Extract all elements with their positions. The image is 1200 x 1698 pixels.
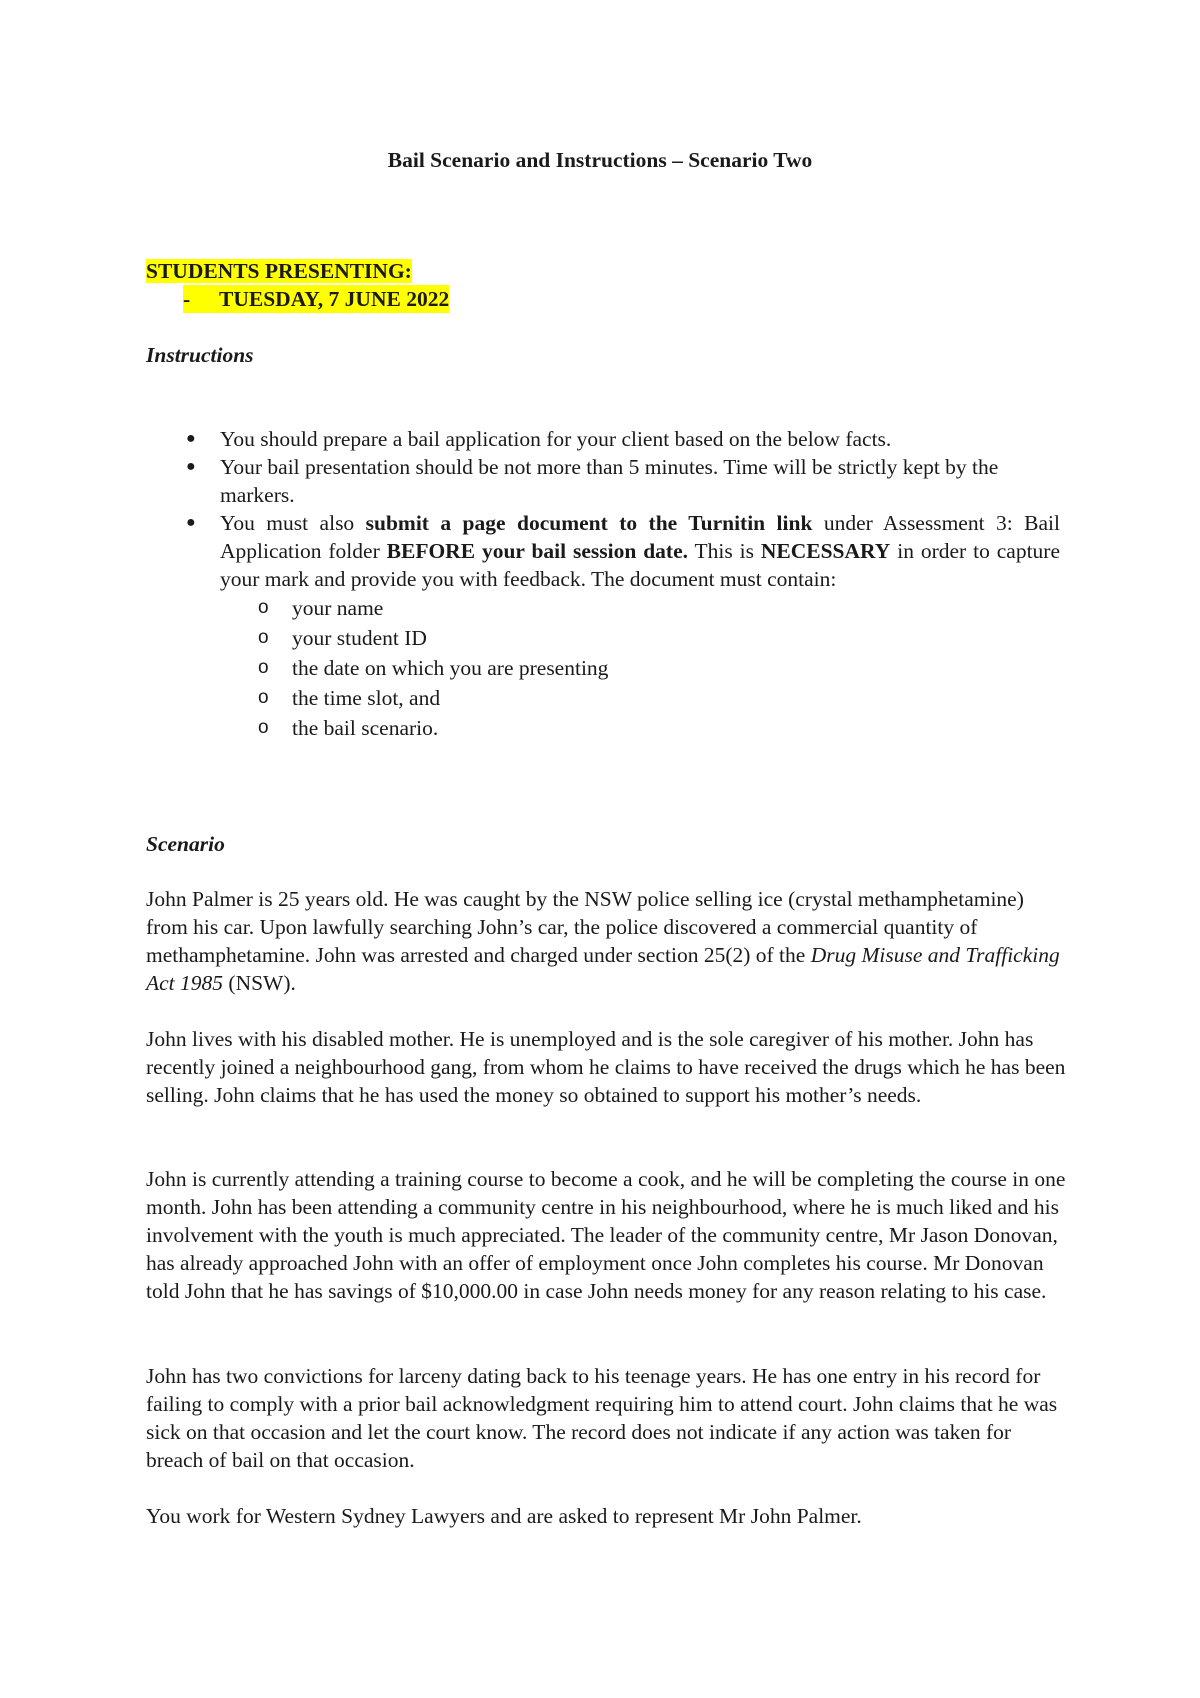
requirement-text: the time slot, and xyxy=(292,686,441,710)
text-run: under Assessment 3: Bail Application folder xyxy=(220,511,1060,563)
scenario-paragraph-2: John lives with his disabled mother. He is unemployed and is the sole caregiver of his mother. John has recently joined a neighbourhood gang, from whom he claims to have received the drugs which he has been selling. John claims that he has used the money so obtained to support his mother’s needs. xyxy=(146,1027,1066,1107)
scenario-paragraph-3: John is currently attending a training course to become a cook, and he will be completing the course in one month. John has been attending a community centre in his neighbourhood, where he is much liked and his involvement with the youth is much appreciated. The leader of the community centre, Mr Jason Donovan, has already approached John with an offer of employment once John completes his course. Mr Donovan told John that he has savings of $10,000.00 in case John needs money for any reason relating to his case. xyxy=(146,1167,1066,1303)
instruction-item xyxy=(146,425,1060,453)
document-title: Bail Scenario and Instructions – Scenario Two xyxy=(387,148,813,172)
bold-run: BEFORE your bail session date. xyxy=(386,539,688,563)
act-title: Drug Misuse and Trafficking Act 1985 xyxy=(146,943,1060,995)
bullet-icon: ● xyxy=(186,458,196,475)
document-requirements-list xyxy=(220,593,1060,743)
circle-bullet-icon: o xyxy=(258,627,269,648)
text-run: John Palmer is 25 years old. He was caught by the NSW police selling ice (crystal methamphetamine) from his car. Upon lawfully searching John’s car, the police discovered a commercial quantity of methamphetamine. John was arrested and charged under section 25(2) of the xyxy=(146,887,1024,967)
scenario-paragraph-4: John has two convictions for larceny dating back to his teenage years. He has one entry in his record for failing to comply with a prior bail acknowledgment requiring him to attend court. John claims that he was sick on that occasion and let the court know. The record does not indicate if any action was taken for breach of bail on that occasion. xyxy=(146,1364,1058,1472)
scenario-paragraph-5: You work for Western Sydney Lawyers and are asked to represent Mr John Palmer. xyxy=(146,1504,862,1528)
presentation-date-line xyxy=(183,285,449,313)
bullet-icon: ● xyxy=(186,514,196,531)
instructions-heading: Instructions xyxy=(146,343,254,367)
bullet-icon: ● xyxy=(186,430,196,447)
circle-bullet-icon: o xyxy=(258,597,269,618)
instruction-text: You should prepare a bail application for your client based on the below facts. xyxy=(220,427,892,451)
dash-marker: - xyxy=(183,287,191,311)
requirement-text: your name xyxy=(292,596,384,620)
requirement-item xyxy=(220,683,1060,713)
instructions-list xyxy=(146,425,1060,743)
text-run: (NSW). xyxy=(223,971,296,995)
text-run: in order to capture your mark and provide you with feedback. The document must contain: xyxy=(220,539,1060,591)
bold-run: NECESSARY xyxy=(760,539,891,563)
circle-bullet-icon: o xyxy=(258,657,269,678)
requirement-item xyxy=(220,653,1060,683)
scenario-paragraph-1 xyxy=(146,885,1066,997)
requirement-item xyxy=(220,713,1060,743)
students-presenting-block xyxy=(146,257,449,313)
requirement-text: the bail scenario. xyxy=(292,716,439,740)
requirement-text: your student ID xyxy=(292,626,427,650)
requirement-item xyxy=(220,623,1060,653)
scenario-heading: Scenario xyxy=(146,832,225,856)
bold-run: submit a page document to the Turnitin link xyxy=(365,511,813,535)
instruction-item xyxy=(146,509,1060,743)
instruction-text xyxy=(220,509,1060,593)
requirement-text: the date on which you are presenting xyxy=(292,656,609,680)
students-presenting-heading: STUDENTS PRESENTING: xyxy=(146,259,412,283)
instruction-item xyxy=(146,453,1060,509)
text-run: You must also xyxy=(220,511,366,535)
requirement-item xyxy=(220,593,1060,623)
presentation-date: TUESDAY, 7 JUNE 2022 xyxy=(219,287,450,311)
circle-bullet-icon: o xyxy=(258,717,269,738)
instruction-text: Your bail presentation should be not more than 5 minutes. Time will be strictly kept by the markers. xyxy=(220,455,999,507)
text-run: This is xyxy=(688,539,761,563)
circle-bullet-icon: o xyxy=(258,687,269,708)
